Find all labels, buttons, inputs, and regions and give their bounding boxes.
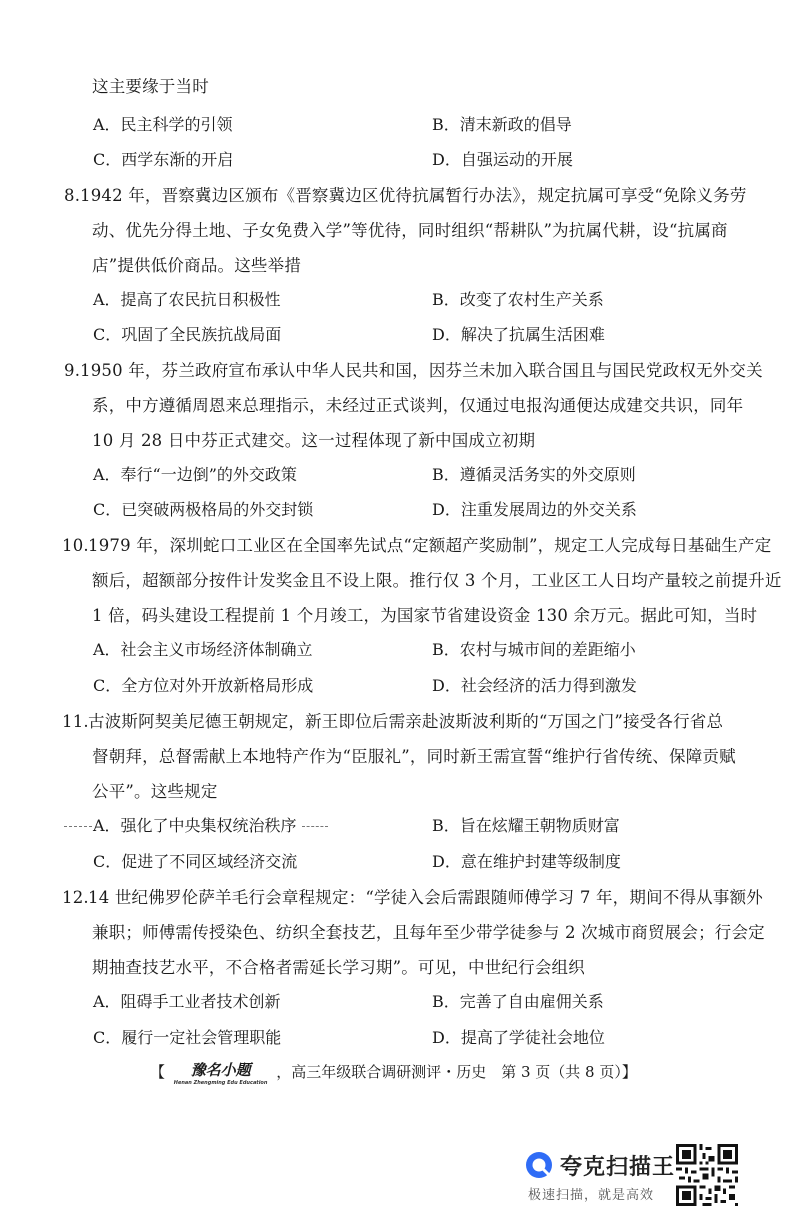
footer-text: ，高三年级联合调研测评・历史 第 3 页（共 8 页）】 (276, 1063, 637, 1081)
q10-line-3: 1 倍，码头建设工程提前 1 个月竣工，为国家节省建设资金 130 余万元。据此可知，当时 (92, 606, 758, 625)
q12-option-a: A．阻碍手工业者技术创新 (93, 992, 281, 1011)
q7-option-b: B．清末新政的倡导 (432, 115, 572, 134)
q12-line-3: 期抽查技艺水平，不合格者需延长学习期”。可见，中世纪行会组织 (92, 958, 585, 977)
q8-option-a: A．提高了农民抗日积极性 (93, 290, 281, 309)
q9-number: 9. (64, 361, 81, 380)
qr-code-icon (676, 1144, 738, 1206)
q12-line-2: 兼职；师傅需传授染色、纺织全套技艺，且每年至少带学徒参与 2 次城市商贸展会；行会定 (92, 923, 765, 942)
page-footer (150, 1060, 637, 1086)
q8-number: 8. (64, 186, 81, 205)
footer-bracket: 【 (150, 1063, 166, 1081)
q8-option-d: D．解决了抗属生活困难 (432, 325, 605, 344)
q11-line-3: 公平”。这些规定 (92, 782, 218, 801)
q11-line-1: 古波斯阿契美尼德王朝规定，新王即位后需亲赴波斯波利斯的“万国之门”接受各行省总 (88, 712, 724, 731)
pen-mark (302, 826, 328, 828)
q7-option-a: A．民主科学的引领 (93, 115, 233, 134)
scanner-watermark (524, 1146, 674, 1206)
q9-line-3: 10 月 28 日中芬正式建交。这一过程体现了新中国成立初期 (92, 431, 536, 450)
q10-option-a: A．社会主义市场经济体制确立 (93, 640, 313, 659)
publisher-logo (174, 1060, 268, 1086)
q9-option-a: A．奉行“一边倒”的外交政策 (93, 465, 297, 484)
publisher-logo-subtext: Henan Zhengming Edu Education (173, 1080, 268, 1086)
q11-option-c: C．促进了不同区域经济交流 (93, 852, 298, 871)
q9-option-d: D．注重发展周边的外交关系 (432, 500, 637, 519)
q8-option-b: B．改变了农村生产关系 (432, 290, 604, 309)
q8-line-1: 1942 年，晋察冀边区颁布《晋察冀边区优待抗属暂行办法》，规定抗属可享受“免除义务劳 (80, 186, 747, 205)
scanner-tagline: 极速扫描，就是高效 (528, 1188, 655, 1203)
q8-line-3: 店”提供低价商品。这些举措 (92, 256, 302, 275)
publisher-logo-text: 豫名小题 (190, 1061, 251, 1079)
q10-option-d: D．社会经济的活力得到激发 (432, 676, 637, 695)
q11-line-2: 督朝拜，总督需献上本地特产作为“臣服礼”，同时新王需宣誓“维护行省传统、保障贡赋 (92, 747, 736, 766)
q7-option-c: C．西学东渐的开启 (93, 150, 234, 169)
q10-option-b: B．农村与城市间的差距缩小 (432, 640, 636, 659)
q10-option-c: C．全方位对外开放新格局形成 (93, 676, 314, 695)
scanner-name: 夸克扫描王 (560, 1155, 676, 1180)
q7-option-d: D．自强运动的开展 (432, 150, 573, 169)
pen-mark (64, 826, 92, 828)
q12-option-c: C．履行一定社会管理职能 (93, 1028, 282, 1047)
q12-number: 12. (62, 888, 89, 907)
q12-option-d: D．提高了学徒社会地位 (432, 1028, 605, 1047)
quark-logo-icon (524, 1150, 554, 1180)
q11-number: 11. (62, 712, 89, 731)
q8-option-c: C．巩固了全民族抗战局面 (93, 325, 282, 344)
q8-line-2: 动、优先分得土地、子女免费入学”等优待，同时组织“帮耕队”为抗属代耕，设“抗属商 (92, 221, 728, 240)
q9-option-b: B．遵循灵活务实的外交原则 (432, 465, 636, 484)
q9-line-2: 系，中方遵循周恩来总理指示，未经过正式谈判，仅通过电报沟通便达成建交共识，同年 (92, 396, 744, 415)
q10-line-2: 额后，超额部分按件计发奖金且不设上限。推行仅 3 个月，工业区工人日均产量较之前提升近 (92, 571, 782, 590)
q9-option-c: C．已突破两极格局的外交封锁 (93, 500, 314, 519)
q12-line-1: 14 世纪佛罗伦萨羊毛行会章程规定：“学徒入会后需跟随师傅学习 7 年，期间不得从事额外 (88, 888, 763, 907)
q10-number: 10. (62, 536, 89, 555)
q11-option-d: D．意在维护封建等级制度 (432, 852, 621, 871)
q7-stem-tail: 这主要缘于当时 (92, 77, 209, 96)
q12-option-b: B．完善了自由雇佣关系 (432, 992, 604, 1011)
q11-option-a: A．强化了中央集权统治秩序 (93, 816, 297, 835)
q9-line-1: 1950 年，芬兰政府宣布承认中华人民共和国，因芬兰未加入联合国且与国民党政权无外交关 (80, 361, 763, 380)
q10-line-1: 1979 年，深圳蛇口工业区在全国率先试点“定额超产奖励制”，规定工人完成每日基础生产定 (88, 536, 772, 555)
q11-option-b: B．旨在炫耀王朝物质财富 (432, 816, 620, 835)
